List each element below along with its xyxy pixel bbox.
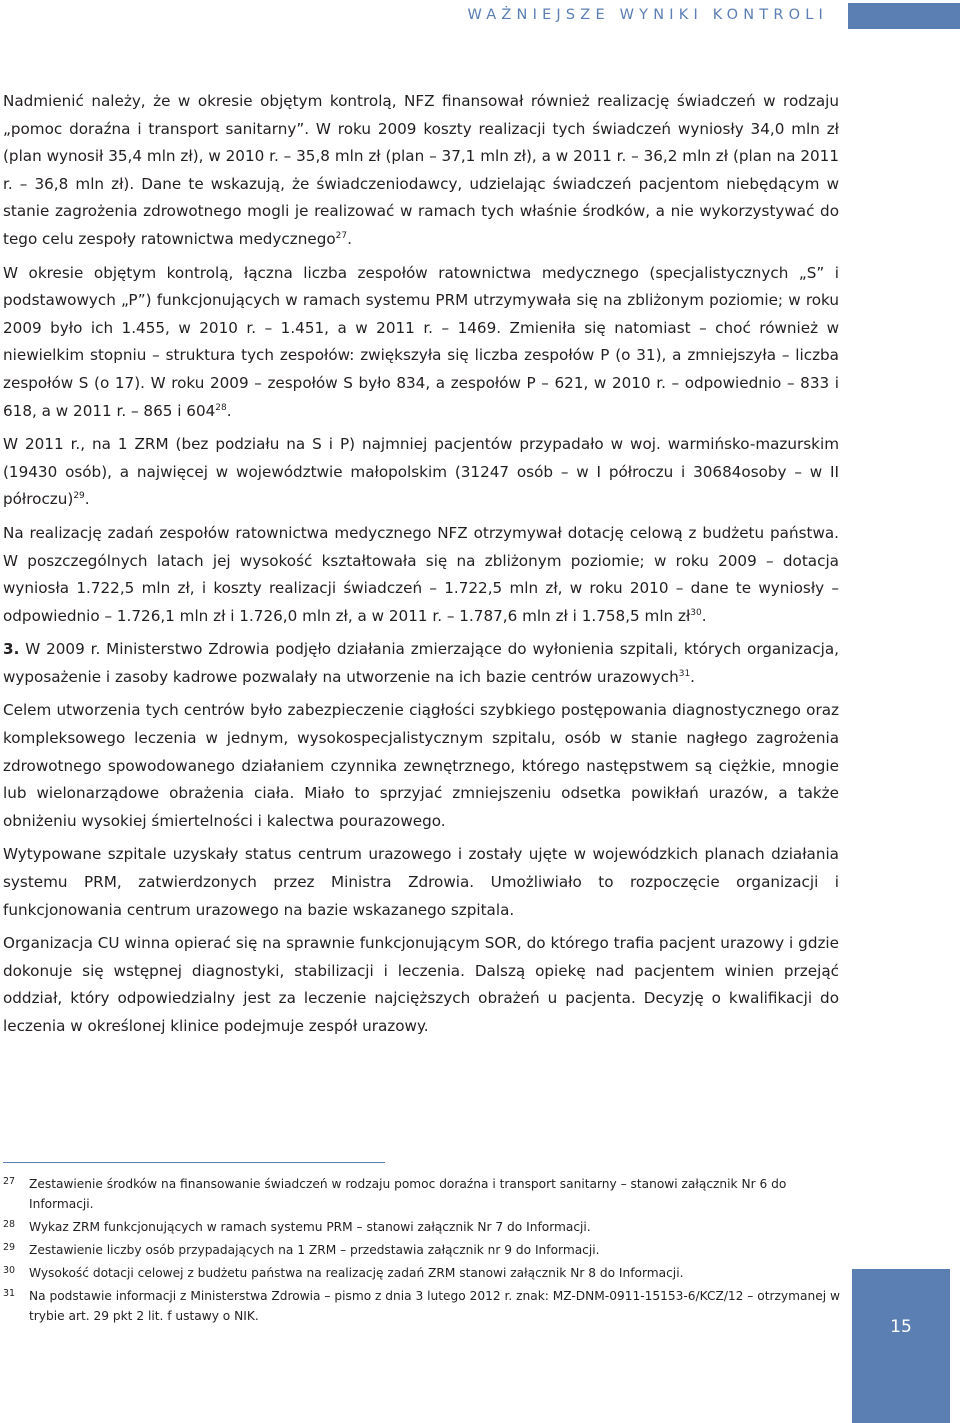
- footnote-text: Na podstawie informacji z Ministerstwa Zdrowia – pismo z dnia 3 lutego 2012 r. znak: MZ-DNM-0911-15153-6/KCZ/12 – otrzymanej w trybie art. 29 pkt 2 lit. f ustawy o NIK.: [29, 1289, 840, 1323]
- footnote-text: Wykaz ZRM funkcjonujących w ramach systemu PRM – stanowi załącznik Nr 7 do Informacji.: [29, 1220, 591, 1234]
- page-number: 15: [890, 1317, 912, 1337]
- footnote: [3, 1217, 843, 1237]
- paragraph: Organizacja CU winna opierać się na sprawnie funkcjonującym SOR, do którego trafia pacjent urazowy i gdzie dokonuje się wstępnej diagnostyki, stabilizacji i leczenia. Dalszą opiekę nad pacjentem winien przejąć oddział, który odpowiedzialny jest za leczenie najcięższych obrażeń u pacjenta. Decyzję o kwalifikacji do leczenia w określonej klinice podejmuje zespół urazowy.: [3, 934, 839, 1035]
- footnote: [3, 1240, 843, 1260]
- footnote-ref[interactable]: 29: [73, 491, 85, 502]
- footnotes: [3, 1174, 843, 1329]
- page-number-block: [852, 1269, 950, 1423]
- footnote-text: Zestawienie środków na finansowanie świadczeń w rodzaju pomoc doraźna i transport sanitarny – stanowi załącznik Nr 6 do Informacji.: [29, 1177, 787, 1211]
- section-number: 3.: [3, 640, 20, 659]
- body-text: [3, 88, 839, 1047]
- paragraph: Celem utworzenia tych centrów było zabezpieczenie ciągłości szybkiego postępowania diagnostycznego oraz kompleksowego leczenia w jednym, wysokospecjalistycznym szpitalu, osób w stanie nagłego zagrożenia zdrowotnego spowodowanego działaniem czynnika zewnętrznego, którego następstwem są ciężkie, mnogie lub wielonarządowe obrażenia ciała. Miało to sprzyjać zmniejszeniu odsetka powikłań urazów, a także obniżeniu wysokiej śmiertelności i kalectwa pourazowego.: [3, 701, 839, 830]
- footnote-ref[interactable]: 30: [690, 607, 702, 618]
- paragraph: W 2011 r., na 1 ZRM (bez podziału na S i P) najmniej pacjentów przypadało w woj. warmińsko-mazurskim (19430 osób), a najwięcej w województwie małopolskim (31247 osób – w I półroczu i 30684osoby – w II półroczu)$^{29}$.: [3, 435, 839, 509]
- running-header: WAŻNIEJSZE WYNIKI KONTROLI: [467, 7, 828, 23]
- header-color-block: [848, 3, 960, 29]
- footnote-number: 27: [3, 1176, 16, 1187]
- footnote-number: 31: [3, 1288, 16, 1299]
- paragraph: W okresie objętym kontrolą, łączna liczba zespołów ratownictwa medycznego (specjalistycznych „S” i podstawowych „P”) funkcjonujących w ramach systemu PRM utrzymywała się na zbliżonym poziomie; w roku 2009 było ich 1.455, w 2010 r. – 1.451, a w 2011 r. – 1469. Zmieniła się natomiast – choć również w niewielkim stopniu – struktura tych zespołów: zwiększyła się liczba zespołów P (o 31), a zmniejszyła – liczba zespołów S (o 17). W roku 2009 – zespołów S było 834, a zespołów P – 621, w 2010 r. – odpowiednio – 833 i 618, a w 2011 r. – 865 i $604^{28}$.: [3, 263, 839, 420]
- footnote: [3, 1286, 843, 1326]
- footnote-text: Zestawienie liczby osób przypadających na 1 ZRM – przedstawia załącznik nr 9 do Informacji.: [29, 1243, 600, 1257]
- footnote-separator: [3, 1162, 385, 1163]
- footnote-number: 29: [3, 1242, 16, 1253]
- paragraph: Na realizację zadań zespołów ratownictwa medycznego NFZ otrzymywał dotację celową z budżetu państwa. W poszczególnych latach jej wysokość kształtowała się na zbliżonym poziomie; w roku 2009 – dotacja wyniosła 1.722,5 mln zł, i koszty realizacji świadczeń – 1.722,5 mln zł, w roku 2010 – dane te wyniosły – odpowiednio – 1.726,1 mln zł i 1.726,0 mln zł, a w 2011 r. – 1.787,6 mln zł i 1.758,5 mln $zł^{30}$.: [3, 523, 839, 625]
- paragraph: Wytypowane szpitale uzyskały status centrum urazowego i zostały ujęte w wojewódzkich planach działania systemu PRM, zatwierdzonych przez Ministra Zdrowia. Umożliwiało to rozpoczęcie organizacji i funkcjonowania centrum urazowego na bazie wskazanego szpitala.: [3, 845, 839, 919]
- footnote: [3, 1174, 843, 1214]
- footnote-ref[interactable]: 31: [678, 668, 691, 679]
- footnote-number: 30: [3, 1265, 16, 1276]
- footnote: [3, 1263, 843, 1283]
- paragraph: 3. W 2009 r. Ministerstwo Zdrowia podjęło działania zmierzające do wyłonienia szpitali, których organizacja, wyposażenie i zasoby kadrowe pozwalały na utworzenie na ich bazie centrów urazowych$^{31}$.: [3, 640, 839, 686]
- footnote-text: Wysokość dotacji celowej z budżetu państwa na realizację zadań ZRM stanowi załącznik Nr 8 do Informacji.: [29, 1266, 684, 1280]
- footnote-number: 28: [3, 1219, 16, 1230]
- paragraph: Nadmienić należy, że w okresie objętym kontrolą, NFZ finansował również realizację świadczeń w rodzaju „pomoc doraźna i transport sanitarny”. W roku 2009 koszty realizacji tych świadczeń wyniosły 34,0 mln zł (plan wynosił 35,4 mln zł), w 2010 r. – 35,8 mln zł (plan – 37,1 mln zł), a w 2011 r. – 36,2 mln zł (plan na 2011 r. – 36,8 mln zł). Dane te wskazują, że świadczeniodawcy, udzielając świadczeń pacjentom niebędącym w stanie zagrożenia zdrowotnego mogli je realizować w ramach tych właśnie środków, a nie wykorzystywać do tego celu zespoły ratownictwa medycznego$^{27}$.: [3, 92, 839, 248]
- footnote-ref[interactable]: 28: [215, 402, 227, 413]
- footnote-ref[interactable]: 27: [335, 230, 348, 241]
